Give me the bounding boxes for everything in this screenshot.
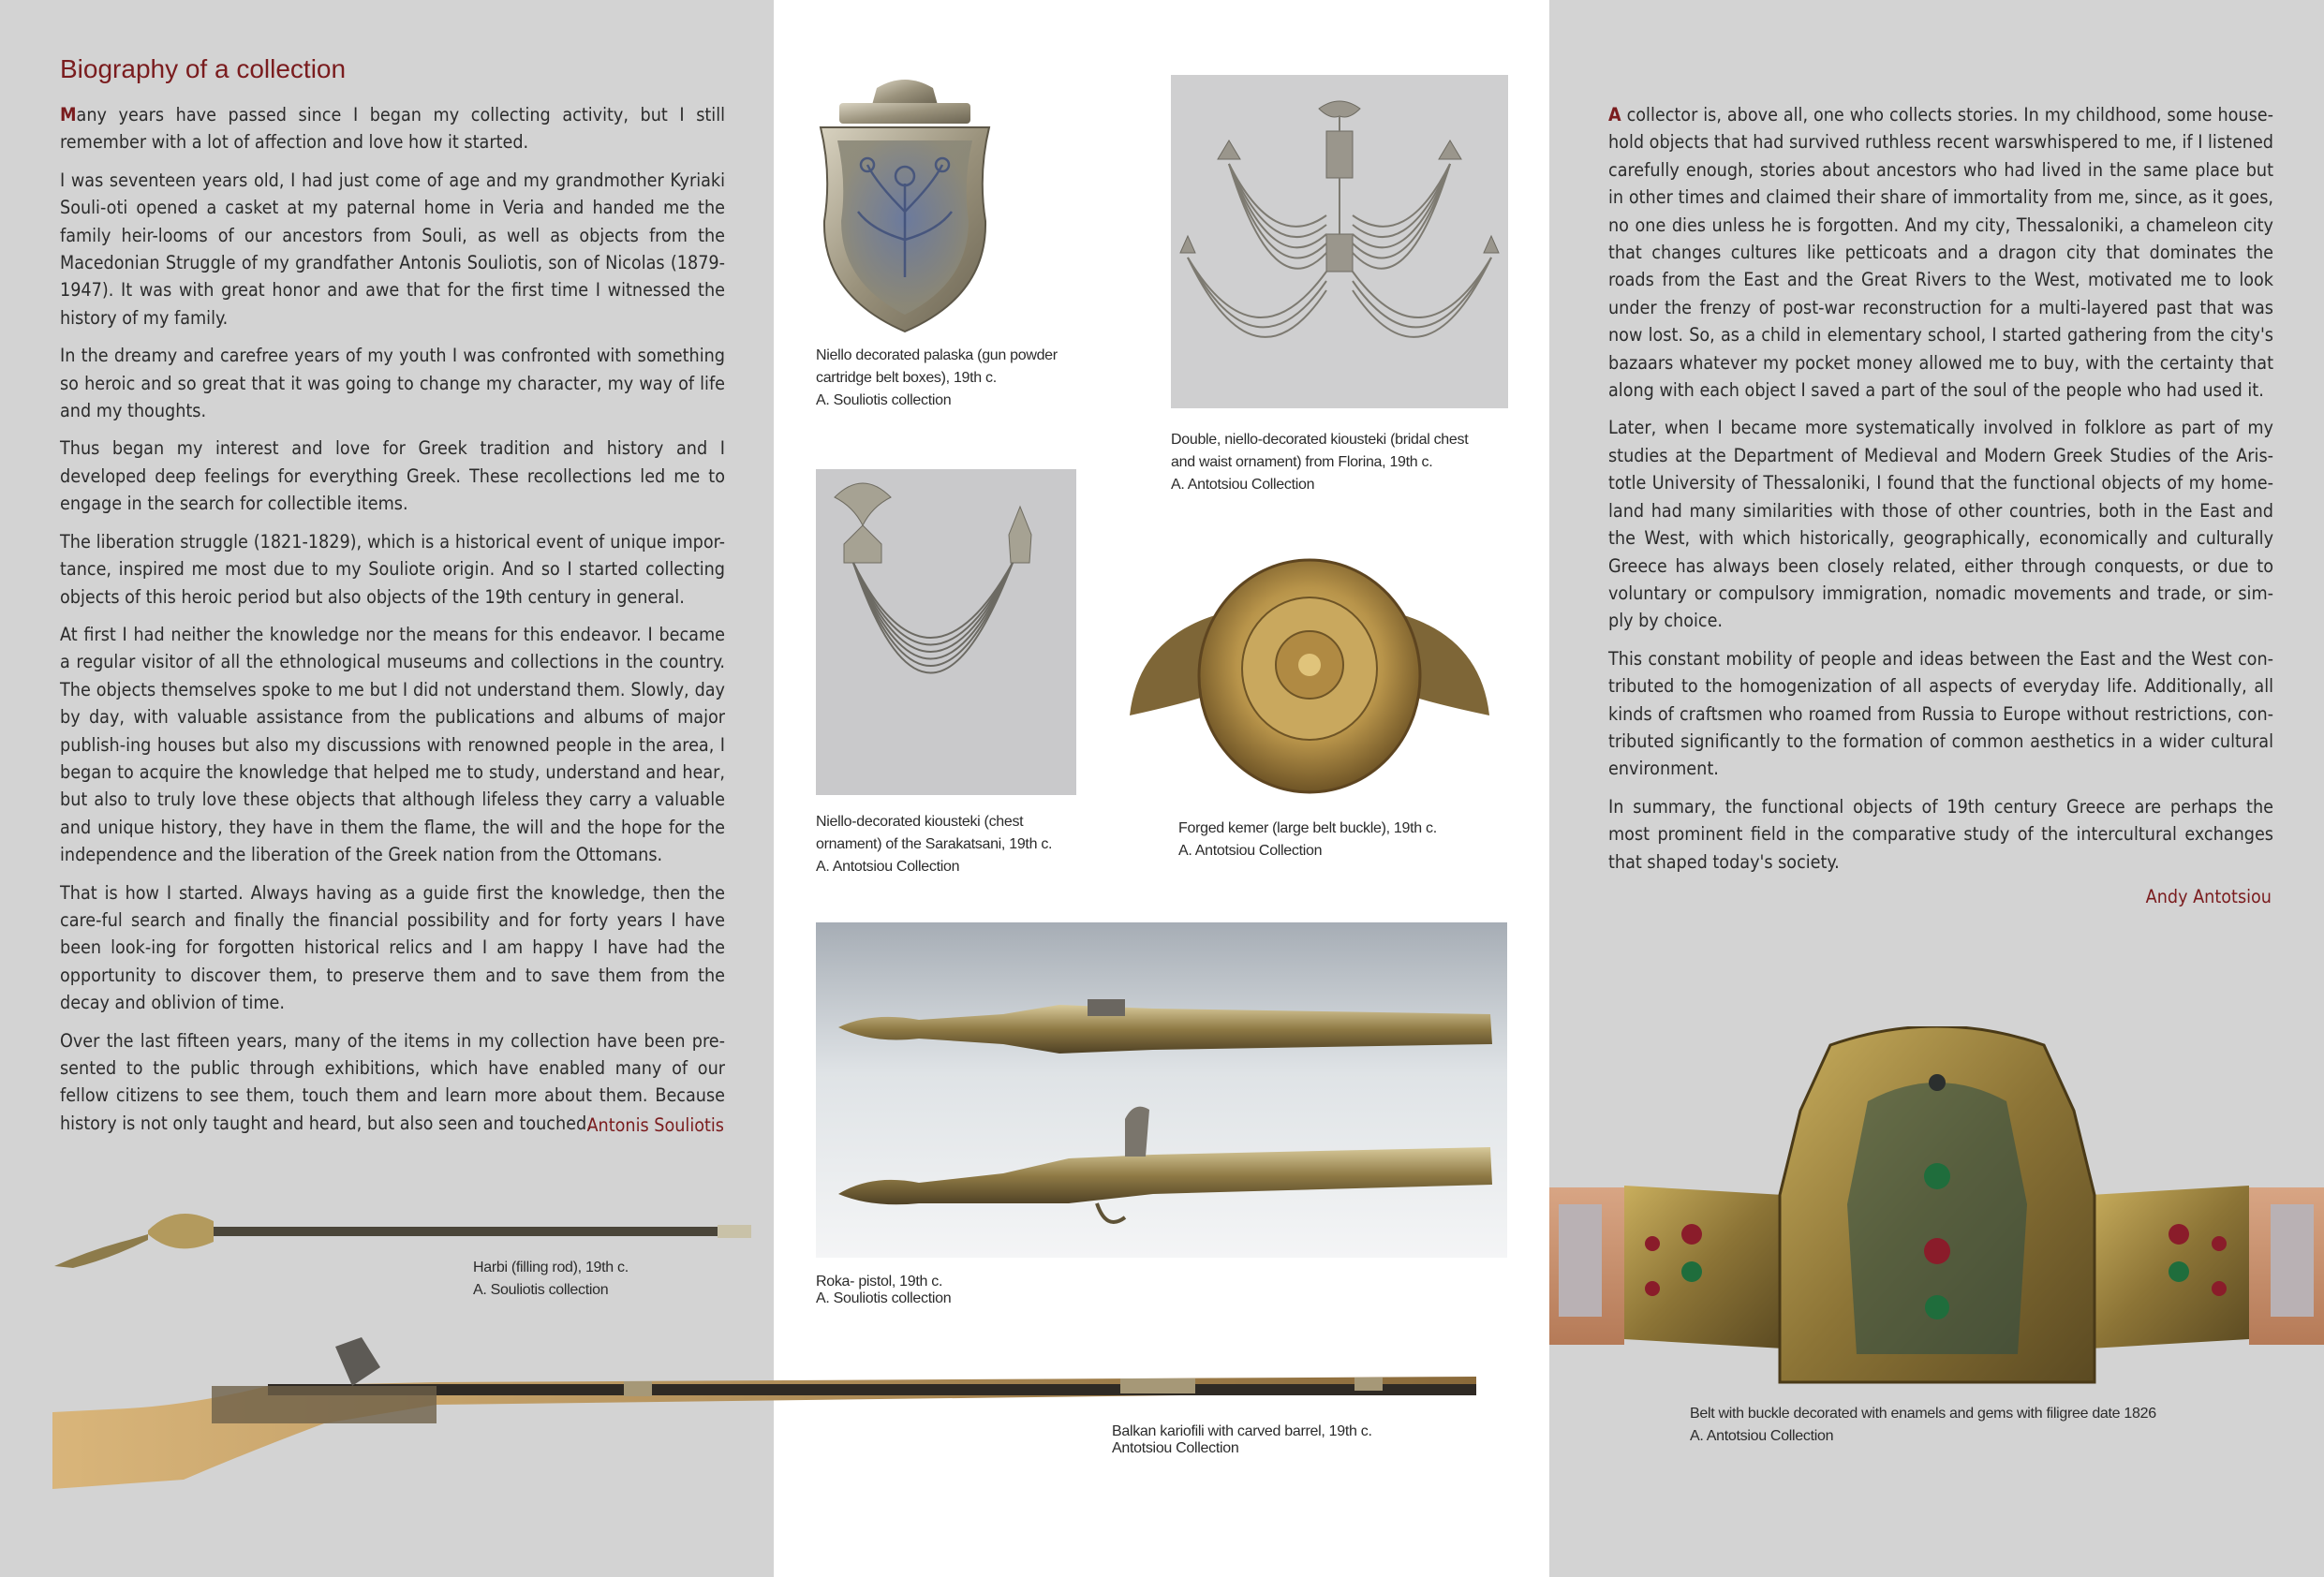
left-paragraph-7: That is how I started. Always having as a guide first the knowledge, then the care-ful search and finally the financial possibility and for forty years I have been look-ing for forgotten historical relics and I am happy I have had the opportunity to discover them, to preserve them and to save them from the decay and oblivion of time. bbox=[60, 881, 725, 1014]
palaska-illustration bbox=[811, 71, 999, 335]
left-paragraph-6: At first I had neither the knowledge nor the means for this endeavor. I became a regular visitor of all the ethnological museums and collections in the country. The objects themselves spoke to me but I did not understand them. Slowly, day by day, with valuable assistance from the publications and albums of major publish-ing houses but also my discussions with renowned people in the area, I began to acquire the knowledge that helped me to study, understand and hear, but also to truly love these objects that although lifeless they carry a valuable and unique history, they have in them the flame, the will and the hope for the independence and the liberation of the Greek nation from the Ottomans. bbox=[60, 623, 725, 866]
left-paragraph-3: In the dreamy and carefree years of my youth I was confronted with something so heroic and so great that it was going to change my character, my way of life and my thoughts. bbox=[60, 345, 725, 422]
harbi-caption: Harbi (filling rod), 19th c. A. Souliotis collection bbox=[473, 1260, 629, 1298]
palaska-image bbox=[811, 71, 999, 335]
right-paragraph-4: In summary, the functional objects of 19th century Greece are perhaps the most prominent field in the comparative study of the intercultural exchanges that shaped today's society. bbox=[1608, 795, 2273, 873]
kariofili-illustration bbox=[43, 1330, 1480, 1495]
roka-caption: Roka- pistol, 19th c. A. Souliotis collection bbox=[816, 1274, 952, 1306]
kiousteki-caption: Niello-decorated kiousteki (chest ornament) of the Sarakatsani, 19th c. A. Antotsiou Collection bbox=[816, 814, 1053, 875]
belt-caption: Belt with buckle decorated with enamels and gems with filigree date 1826 A. Antotsiou Collection bbox=[1690, 1406, 2156, 1444]
left-paragraph-4: Thus began my interest and love for Greek tradition and history and I developed deep feelings for everything Greek. These recollections led me to engage in the search for collectible items. bbox=[60, 437, 725, 515]
harbi-illustration bbox=[54, 1202, 753, 1277]
double-kiousteki-image bbox=[1171, 75, 1508, 408]
kemer-image bbox=[1120, 556, 1499, 807]
double-kiousteki-illustration bbox=[1171, 75, 1508, 408]
kiousteki-illustration bbox=[816, 469, 1076, 795]
palaska-caption: Niello decorated palaska (gun powder cartridge belt boxes), 19th c. A. Souliotis collection bbox=[816, 347, 1058, 408]
kariofili-image bbox=[43, 1330, 1480, 1495]
right-paragraph-3: This constant mobility of people and ideas between the East and the West con-tributed to the homogenization of all aspects of everyday life. Additionally, all kinds of craftsmen who roamed from Russia to Europe without restrictions, con-tributed significantly to the formation of common aesthetics in a wider cultural environment. bbox=[1608, 647, 2273, 780]
roka-pistols-image bbox=[816, 922, 1507, 1258]
kariofili-caption: Balkan kariofili with carved barrel, 19th c. Antotsiou Collection bbox=[1112, 1423, 1372, 1456]
belt-illustration bbox=[1549, 1026, 2324, 1397]
page-title: Biography of a collection bbox=[60, 54, 347, 83]
right-paragraph-1: A collector is, above all, one who collects stories. In my childhood, some house-hold objects that had survived ruthless recent warswhispered to me, if I listened carefully enough, stories about ancestors who had lived in the same place but in other times and claimed their share of immortality from me, since, as it goes, no one dies unless he is forgotten. And my city, Thessaloniki, a chameleon city that changes cultures like petticoats and a dragon city that dominates the roads from the East and the Great Rivers to the West, motivated me to look under the frenzy of post-war reconstruction for a multi-layered past that was now lost. So, as a child in elementary school, I started gathering from the city's bazaars whatever my pocket money allowed me to buy, with the certainty that along with each object I saved a part of the soul of the people who had used it. bbox=[1608, 104, 2273, 402]
right-text-column bbox=[1608, 101, 2273, 886]
signature-right: Andy Antotsiou bbox=[2145, 886, 2272, 907]
kemer-caption: Forged kemer (large belt buckle), 19th c. A. Antotsiou Collection bbox=[1178, 820, 1437, 859]
belt-image bbox=[1549, 1026, 2324, 1397]
dropcap: M bbox=[60, 104, 77, 125]
right-paragraph-2: Later, when I became more systematically involved in folklore as part of my studies at the Department of Medieval and Modern Greek Studies of the Aris-totle University of Thessaloniki, I found that the functional objects of my home-land had many similarities with those of other countries, both in the East and the West, with which historically, geographically, economically and culturally Greece has always been closely related, either through conquests, or due to voluntary or compulsory immigration, nomadic movements and trade, or sim-ply by choice. bbox=[1608, 417, 2273, 632]
kemer-illustration bbox=[1120, 556, 1499, 807]
double-kiousteki-caption: Double, niello-decorated kiousteki (bridal chest and waist ornament) from Florina, 19th c. A. Antotsiou Collection bbox=[1171, 432, 1469, 493]
left-paragraph-2: I was seventeen years old, I had just come of age and my grandmother Kyriaki Souli-oti opened a casket at my paternal home in Veria and handed me the family heir-looms of our ancestors from Souli, as well as objects from the Macedonian Struggle of my grandfather Antonis Souliotis, son of Nicolas (1879-1947). It was with great honor and awe that for the first time I witnessed the history of my family. bbox=[60, 169, 725, 329]
left-text-column bbox=[60, 101, 725, 1147]
left-paragraph-1: Many years have passed since I began my collecting activity, but I still remember with a lot of affection and love how it started. bbox=[60, 104, 725, 154]
harbi-image bbox=[54, 1202, 753, 1277]
kiousteki-image bbox=[816, 469, 1076, 795]
roka-pistols-illustration bbox=[816, 922, 1507, 1258]
left-paragraph-5: The liberation struggle (1821-1829), which is a historical event of unique impor-tance, inspired me most due to my Souliote origin. And so I started collecting objects of this heroic period but also objects of the 19th century in general. bbox=[60, 530, 725, 608]
left-paragraph-8: Over the last fifteen years, many of the items in my collection have been pre-sented to the public through exhibitions, which have enabled many of our fellow citizens to see them, touch them and learn more about them. Because history is not only taught and heard, but also seen and touched. bbox=[60, 1029, 725, 1134]
signature-left: Antonis Souliotis bbox=[586, 1114, 724, 1136]
dropcap: A bbox=[1608, 104, 1621, 125]
